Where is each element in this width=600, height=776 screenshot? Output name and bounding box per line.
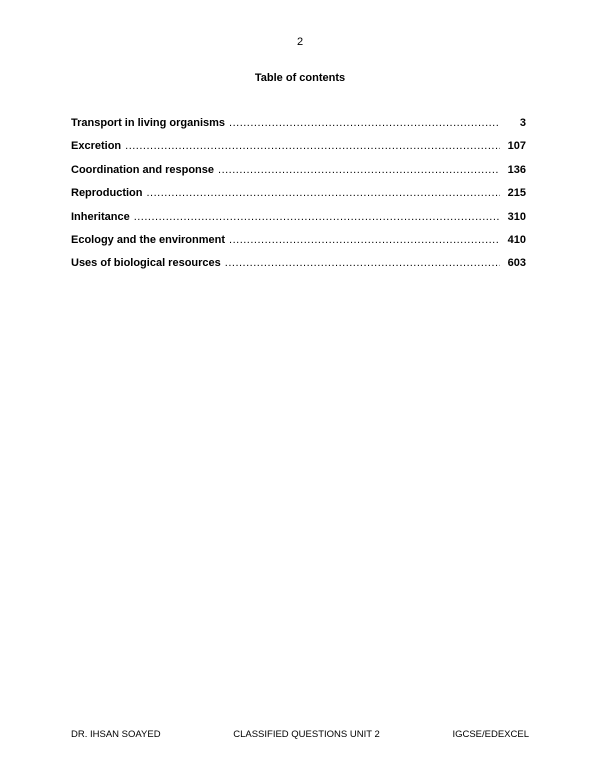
- toc-entry-reproduction[interactable]: [71, 187, 526, 210]
- toc-entry-excretion[interactable]: [71, 140, 526, 163]
- table-of-contents: [71, 117, 526, 281]
- toc-entry-label: Reproduction: [71, 187, 143, 200]
- dot-leader: [229, 234, 500, 246]
- toc-entry-page: 410: [507, 233, 526, 246]
- footer-author: DR. IHSAN SOAYED: [71, 729, 161, 740]
- toc-entry-page: 603: [507, 257, 526, 270]
- toc-title: Table of contents: [254, 72, 346, 84]
- toc-entry-inheritance[interactable]: [71, 211, 526, 234]
- dot-leader: [218, 164, 500, 176]
- toc-entry-page: 107: [507, 140, 526, 153]
- dot-leader: [125, 140, 500, 152]
- toc-entry-label: Ecology and the environment: [71, 233, 226, 246]
- toc-entry-label: Transport in living organisms: [71, 117, 226, 129]
- toc-entry-label: Inheritance: [71, 210, 130, 223]
- toc-entry-label: Coordination and response: [71, 163, 215, 176]
- page-footer: [71, 729, 529, 740]
- toc-entry-page: 3: [519, 117, 526, 129]
- toc-entry-coordination[interactable]: [71, 164, 526, 187]
- toc-entry-label: Uses of biological resources: [71, 257, 221, 270]
- toc-entry-page: 310: [507, 210, 526, 223]
- toc-entry-page: 136: [507, 163, 526, 176]
- toc-entry-page: 215: [507, 187, 526, 200]
- dot-leader: [147, 187, 501, 199]
- dot-leader: [229, 117, 500, 129]
- toc-entry-transport[interactable]: [71, 117, 526, 140]
- toc-entry-biological-resources[interactable]: [71, 257, 526, 280]
- dot-leader: [134, 211, 500, 223]
- toc-entry-ecology[interactable]: [71, 234, 526, 257]
- dot-leader: [225, 257, 500, 269]
- footer-course: IGCSE/EDEXCEL: [452, 729, 529, 740]
- page-number: 2: [296, 36, 304, 48]
- toc-entry-label: Excretion: [71, 140, 122, 153]
- footer-title: CLASSIFIED QUESTIONS UNIT 2: [233, 729, 380, 740]
